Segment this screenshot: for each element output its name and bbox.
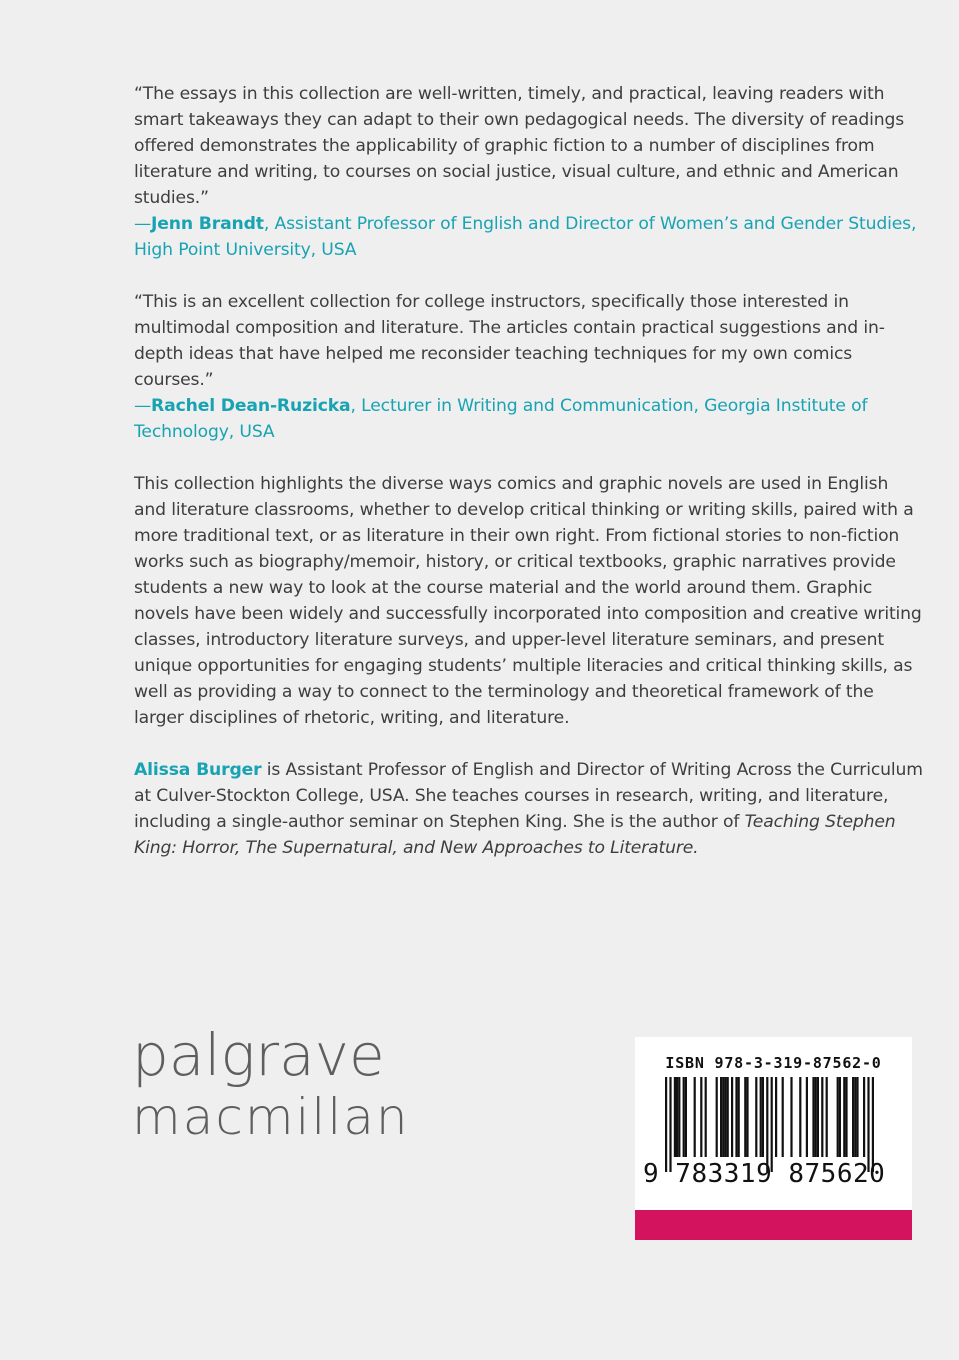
reviewer-affiliation: , Assistant Professor of English and Director of Women’s and Gender Studies, High Point University, USA [134, 214, 917, 260]
barcode-bar [867, 1077, 869, 1172]
barcode-bar [821, 1077, 823, 1157]
reviewer-affiliation: , Lecturer in Writing and Communication, Georgia Institute of Technology, USA [134, 396, 868, 442]
barcode-bar [738, 1077, 740, 1157]
barcode-bar [872, 1077, 874, 1172]
barcode-bar [863, 1077, 865, 1157]
barcode-bars [647, 1077, 900, 1172]
barcode-bar [854, 1077, 856, 1157]
logo-line-palgrave: palgrave [132, 1021, 385, 1089]
barcode-bar [700, 1077, 702, 1157]
barcode-bar [852, 1077, 854, 1157]
barcode-bar [826, 1077, 828, 1157]
barcode-bar [771, 1077, 773, 1172]
barcode-bar [790, 1077, 792, 1157]
blurb-quote: “This is an excellent collection for college instructors, specifically those interested in multimodal composition and literature. The articles contain practical suggestions and in-depth ideas that have helped me reconsider teaching techniques for my own comics courses.” [134, 292, 885, 390]
barcode-bar [845, 1077, 847, 1157]
barcode-bar [799, 1077, 801, 1157]
barcode-bar [812, 1077, 814, 1157]
barcode-bar [720, 1077, 722, 1157]
barcode-bar [727, 1077, 729, 1157]
barcode-bar [724, 1077, 726, 1157]
barcode-bar [722, 1077, 724, 1157]
publisher-logo [132, 1020, 410, 1144]
barcode-bar [674, 1077, 676, 1157]
barcode-bar [755, 1077, 757, 1157]
barcode-bar [817, 1077, 819, 1157]
barcode-bar [766, 1077, 768, 1172]
color-band [635, 1210, 912, 1240]
logo-line-macmillan: macmillan [132, 1088, 410, 1146]
barcode-bar [731, 1077, 733, 1157]
barcode-bar [760, 1077, 762, 1157]
book-description: This collection highlights the diverse ways comics and graphic novels are used in English and literature classrooms, whether to develop critical thinking or writing skills, paired with a more traditional text, or as literature in their own right. From fictional stories to non-fiction works such as biography/memoir, history, or critical textbooks, graphic narratives provide students a new way to look at the course material and the world around them. Graphic novels have been widely and successfully incorporated into composition and creative writing classes, introductory literature surveys, and upper-level literature seminars, and present unique opportunities for engaging students’ multiple literacies and critical thinking skills, as well as providing a way to connect to the terminology and theoretical framework of the larger disciplines of rhetoric, writing, and literature. [134, 474, 922, 728]
barcode-bar [856, 1077, 858, 1157]
reviewer-name: Rachel Dean-Ruzicka [151, 396, 351, 416]
barcode-bar [815, 1077, 817, 1157]
barcode-bar [735, 1077, 737, 1157]
reviewer-name: Jenn Brandt [151, 214, 264, 234]
barcode-bar [746, 1077, 748, 1157]
barcode-bar [685, 1077, 687, 1157]
barcode-bar [837, 1077, 839, 1157]
author-name: Alissa Burger [134, 760, 262, 780]
barcode-bar [705, 1077, 707, 1157]
blurb-2 [134, 289, 924, 445]
barcode-bar [806, 1077, 808, 1157]
isbn-label: ISBN 978-3-319-87562-0 [665, 1054, 882, 1072]
blurb-quote: “The essays in this collection are well-written, timely, and practical, leaving readers with smart takeaways they can adapt to their own pedagogical needs. The diversity of readings offered demonstrates the applicability of graphic fiction to a number of disciplines from literature and writing, to courses on social justice, visual culture, and ethnic and American studies.” [134, 84, 905, 208]
barcode-bar [716, 1077, 718, 1157]
barcode-bar [694, 1077, 696, 1157]
blurb-attribution [134, 396, 867, 442]
blurb-attribution [134, 214, 916, 260]
barcode-bar [676, 1077, 678, 1157]
barcode-bar [683, 1077, 685, 1157]
barcode-bar [762, 1077, 764, 1157]
dash: — [134, 396, 152, 416]
barcode-bar [665, 1077, 667, 1172]
author-bio-text: is Assistant Professor of English and Director of Writing Across the Curriculum at Culver-Stockton College, USA. She teaches courses in research, writing, and literature, including a single-author seminar on Stephen King. She is the author of [134, 760, 923, 832]
barcode-bar [744, 1077, 746, 1157]
barcode-bar [843, 1077, 845, 1157]
barcode-bar [775, 1077, 777, 1157]
barcode-bar [782, 1077, 784, 1157]
author-book-title: Teaching Stephen King: Horror, The Supernatural, and New Approaches to Literature. [134, 812, 896, 858]
barcode-bar [669, 1077, 671, 1172]
blurb-1 [134, 81, 924, 263]
dash: — [134, 214, 152, 234]
barcode-bar [678, 1077, 680, 1157]
author-bio [134, 757, 924, 861]
isbn-barcode [635, 1037, 912, 1210]
back-cover-text [134, 81, 924, 887]
barcode-bar [839, 1077, 841, 1157]
barcode-digits: 9 783319 875620 [643, 1159, 886, 1189]
